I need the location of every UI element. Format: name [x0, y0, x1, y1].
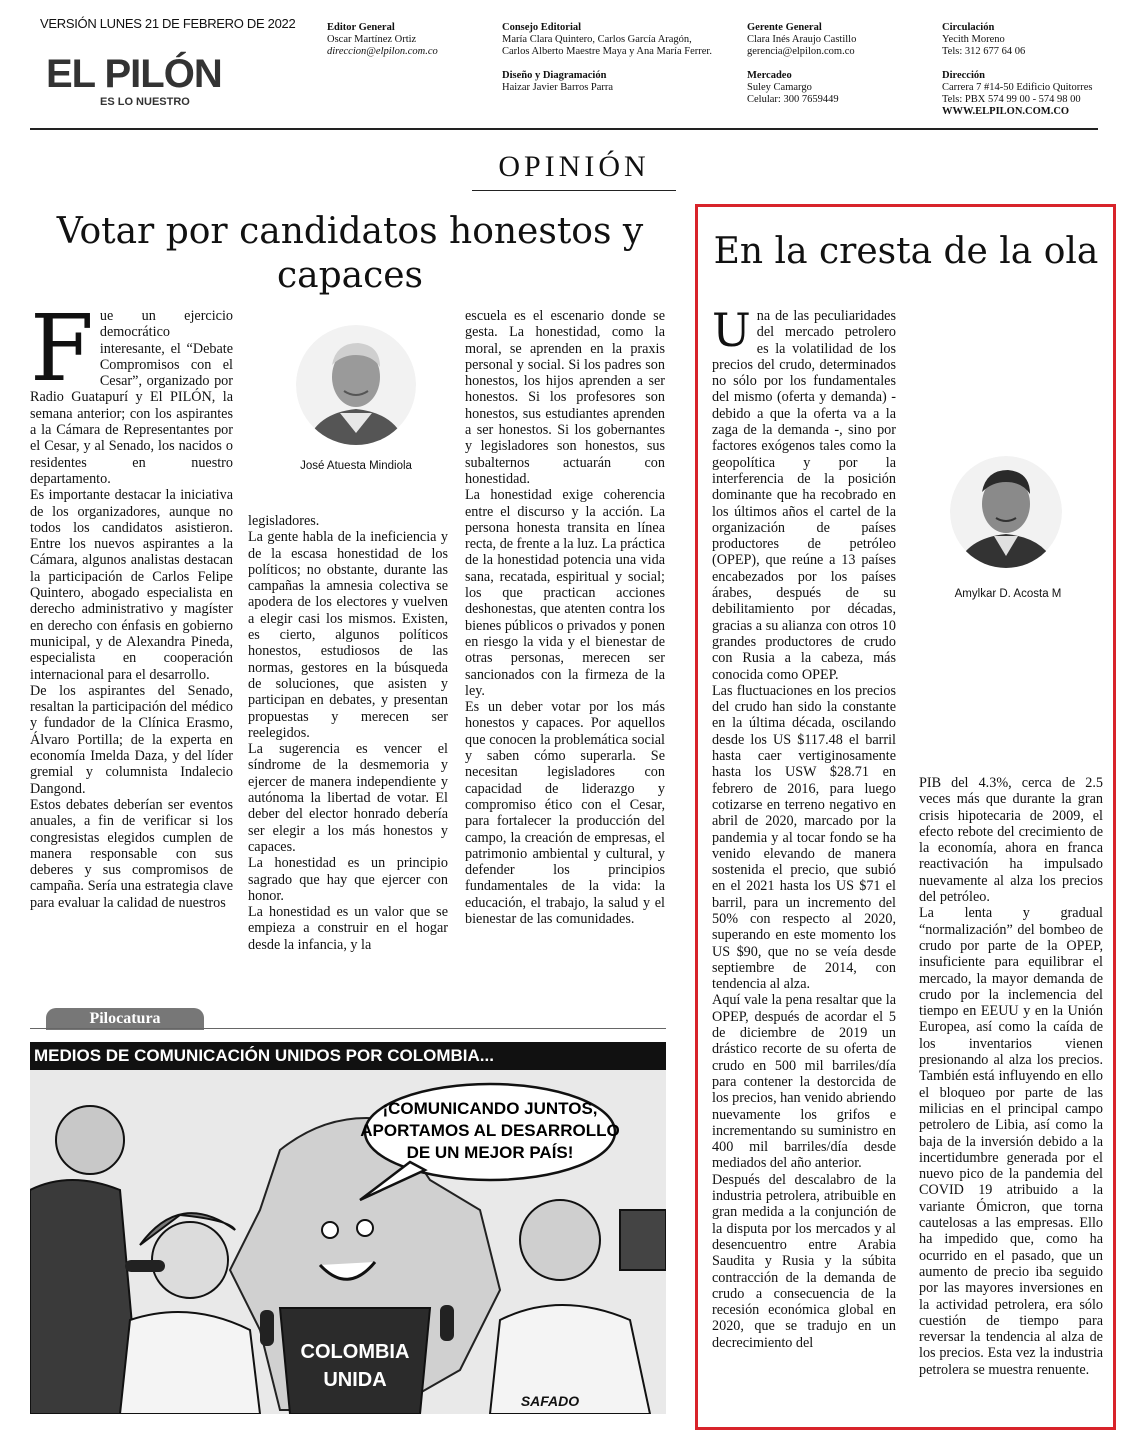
section-rule: [472, 190, 676, 191]
credit-name: Yecith Moreno: [942, 34, 1005, 45]
paragraph: escuela es el escenario donde se gesta. La honestidad, como la moral, se aprenden en la praxis personal y social. Si los padres son honestos, los hijos aprenden a ser honestos. Si los profesores son honestos, sus estudiantes aprenden a ser honestos. Si los gobernantes y legisladores son honestos, sus subalternos actuarán con honestidad.: [465, 308, 665, 487]
credit-role: Diseño y Diagramación: [502, 70, 607, 81]
credit-role: Consejo Editorial: [502, 22, 582, 33]
credit-name: Oscar Martínez Ortiz: [327, 34, 417, 45]
credit-phone: Celular: 300 7659449: [747, 94, 839, 105]
paragraph: La gente habla de la ineficiencia y de la escasa honestidad de los políticos; no obstante, durante las campañas la amnesia colectiva se apodera de los electores y vuelven a elegir casi los mismos. Existen, es cierto, algunos políticos honestos, estudiosos de las normas, gestores en la búsqueda de soluciones, que asisten y participan en debates, y presentan propuestas y merecen ser reelegidos.: [248, 529, 448, 741]
credit-email: direccion@elpilon.com.co: [327, 46, 438, 57]
credits-gerencia: [747, 22, 917, 106]
author-caption: José Atuesta Mindiola: [300, 460, 412, 472]
drop-cap: U: [712, 303, 751, 357]
left-article-title: Votar por candidatos honestos y capaces: [56, 211, 644, 296]
credit-role: Editor General: [327, 22, 395, 33]
credits-circulacion: [942, 22, 1112, 118]
paragraph: PIB del 4.3%, cerca de 2.5 veces más que durante la gran crisis hipotecaria de 2009, el efecto rebote del crecimiento de la economía, ahora en franca reactivación ha impulsado nuevamente al alza los precios del petróleo.: [919, 775, 1103, 906]
paragraph: Estos debates deberían ser eventos anuales, a fin de verificar si los congresistas elegidos cumplen de manera responsable con sus deberes y sus compromisos de campaña. Sería una estrategia clave para evaluar la calidad de nuestros: [30, 796, 233, 911]
credit-role: Mercadeo: [747, 70, 792, 81]
credit-email: gerencia@elpilon.com.co: [747, 46, 855, 57]
credit-name: Haizar Javier Barros Parra: [502, 82, 614, 93]
paragraph: La honestidad exige coherencia entre el discurso y la acción. La persona honesta transita en línea recta, de frente a la luz. La práctica de la honestidad potencia una vida sana, recatada, espiritual y social; los que practican acciones deshonestas, que atenten contra los bienes públicos o privados y ponen en riesgo la vida y el bienestar de otras personas, merecen ser sancionados con la firmeza de la ley.: [465, 487, 665, 699]
credit-names: María Clara Quintero, Carlos García Aragón, Carlos Alberto Maestre Maya y Ana María Ferrer.: [502, 34, 712, 57]
paragraph: La lenta y gradual “normalización” del bombeo de crudo por parte de la OPEP, insuficiente para equilibrar el mercado, la mayor demanda de crudo por la inclemencia del tiempo en EEUU y en la Unión Europea, así como la caída de los inventarios vienen presionando al alza los precios. También está influyendo en ello el bloqueo por parte de las milicias en el principal campo petrolero de Libia, así como la baja de la inversión debido a la incertidumbre generada por el nuevo pico de la pandemia del COVID 19 atribuido a la variante Ómicron, que torna cautelosas a las empresas. Ello ha impedido que, como ha ocurrido en el pasado, que un aumento de precio iba seguido por las mayores inversiones en la actividad petrolera, era sólo cuestión de tiempo para reversar la tendencia al alza de los precios. Esta vez la industria petrolera se muestra renuente.: [919, 905, 1103, 1378]
paragraph: La sugerencia es vencer el síndrome de la desmemoria y ejercer de manera independiente y autónoma la libertad de votar. El deber del elector honrado debería ser elegir a los más honestos y capaces.: [248, 741, 448, 855]
author-photo: [950, 456, 1062, 568]
newspaper-logo: EL PILÓN: [46, 52, 222, 96]
cartoonist-signature: SAFADO: [520, 1393, 580, 1409]
paragraph: legisladores.: [248, 513, 320, 529]
paragraph: na de las peculiaridades del mercado petrolero es la volatilidad de los precios del crudo, determinados no sólo por los fundamentales del mismo (oferta y demanda) - debido a que la oferta va a la zaga de la demanda -, sino por factores exógenos tales como la geopolítica y por la interferencia de la posición dominante que ha recobrado en los últimos años el cartel de la organización de países productores de petróleo (OPEP), que reúne a 13 países encabezados por los países árabes, después de su debilitamiento por décadas, gracias a su alianza con otros 10 grandes productores de crudo con Rusia a la cabeza, más conocida como OPEP.: [712, 308, 896, 683]
credit-role: Gerente General: [747, 22, 822, 33]
edition-date: VERSIÓN LUNES 21 DE FEBRERO DE 2022: [40, 16, 296, 31]
left-article-col3: [465, 308, 665, 927]
cartoon-banner: MEDIOS DE COMUNICACIÓN UNIDOS POR COLOMBIA...: [30, 1042, 666, 1070]
cartoon-section-tab: Pilocatura: [46, 1008, 204, 1030]
credit-name: Suley Camargo: [747, 82, 812, 93]
right-article-title: En la cresta de la ola: [713, 231, 1099, 272]
paragraph: Aquí vale la pena resaltar que la OPEP, después de acordar el 5 de diciembre de 2019 un drástico recorte de su oferta de crudo en 500 mil barriles/día para contener la destorcida de los precios, han venido abriendo nuevamente los grifos e incrementando su suministro en 400 mil barriles/día desde mediados del año anterior.: [712, 992, 896, 1172]
right-article-col1: [712, 303, 896, 1351]
section-title: OPINIÓN: [498, 150, 650, 183]
paragraph: La honestidad es un valor que se empieza a construir en el hogar desde la infancia, y la: [248, 904, 448, 953]
paragraph: Es importante destacar la iniciativa de los organizadores, aunque no todos los candidatos asistieron. Entre los nuevos aspirantes a la Cámara, algunos analistas destacan la participación de Carlos Felipe Quintero, abogado especialista en derecho administrativo y magíster en derecho con énfasis en gobierno municipal, y de Alexandra Pineda, especialista en cooperación internacional para el desarrollo.: [30, 487, 233, 683]
speech-line: APORTAMOS AL DESARROLLO: [360, 1121, 620, 1140]
paragraph: Es un deber votar por los más honestos y capaces. Por aquellos que conocen la problemática social y saben cómo superarla. Se necesitan legisladores con capacidad de liderazgo y compromiso ético con el Cesar, para fortalecer la producción del campo, la creación de empresas, el patrimonio ambiental y cultural, y defender los principios fundamentales de la vida: la educación, el trabajo, la salud y el bienestar de las comunidades.: [465, 699, 665, 927]
masthead-rule: [30, 128, 1098, 130]
credit-role: Circulación: [942, 22, 995, 33]
paragraph: Las fluctuaciones en los precios del crudo han sido la constante en la última década, oscilando desde los US $117.48 el barril hasta caer vertiginosamente hasta los USW $28.71 en febrero de 2016, para luego cotizarse en terreno negativo en abril de 2020, marcado por la pandemia y al tocar fondo se ha venido elevando de manera sostenida el precio, que subió en el 2021 hasta los US $71 el barril, para un incremento del 50% con respecto al 2020, superando en este momento los US $90, que no se veía desde septiembre de 2014, con tendencia al alza.: [712, 682, 896, 993]
author-caption: Amylkar D. Acosta M: [954, 588, 1062, 600]
credit-address: Carrera 7 #14-50 Edificio Quitorres: [942, 82, 1093, 93]
credit-phone: Tels: 312 677 64 06: [942, 46, 1026, 57]
drop-cap: F: [30, 295, 94, 402]
paragraph: De los aspirantes del Senado, resaltan la participación del médico y fundador de la Clínica Erasmo, Álvaro Portilla; de la experta en economía Imelda Daza, y del líder gremial y columnista Indalecio Dangond.: [30, 682, 233, 797]
credit-role: Dirección: [942, 70, 985, 81]
speech-line: ¡COMUNICANDO JUNTOS,: [382, 1099, 598, 1118]
paragraph: La honestidad es un principio sagrado que hay que ejercer con honor.: [248, 855, 448, 904]
speech-line: DE UN MEJOR PAÍS!: [406, 1143, 574, 1162]
author-photo: [296, 325, 416, 445]
credit-phone: Tels: PBX 574 99 00 - 574 98 00: [942, 94, 1081, 105]
podium-text: COLOMBIA: [300, 1341, 410, 1363]
paragraph: ue un ejercicio democrático interesante, el “Debate Compromisos con el Cesar”, organizado por Radio Guatapurí y El PILÓN, la semana anterior; con los aspirantes a la Cámara de Representantes por el Cesar, y al Senado, los nacidos o residentes en nuestro departamento.: [30, 308, 233, 487]
credits-consejo: [502, 22, 712, 94]
cartoon-rule: [30, 1028, 666, 1029]
newspaper-slogan: ES LO NUESTRO: [100, 96, 190, 108]
paragraph: Después del descalabro de la industria petrolera, atribuible en gran medida a la conjunción de la disputa por los mercados y al desencuentro entre Arabia Saudita y Rusia y la súbita contracción de la demanda de crudo a consecuencia de la recesión económica global en 2020, que se tradujo en un decrecimiento del: [712, 1171, 896, 1351]
website-url: WWW.ELPILON.COM.CO: [942, 106, 1070, 117]
podium-text: UNIDA: [323, 1369, 387, 1391]
credit-name: Clara Inés Araujo Castillo: [747, 34, 857, 45]
right-article-col2: [919, 775, 1103, 1378]
left-article-col1: [30, 295, 233, 911]
left-article-col2: [248, 513, 448, 953]
credits-editor: [327, 22, 487, 58]
editorial-cartoon: [30, 1070, 666, 1414]
